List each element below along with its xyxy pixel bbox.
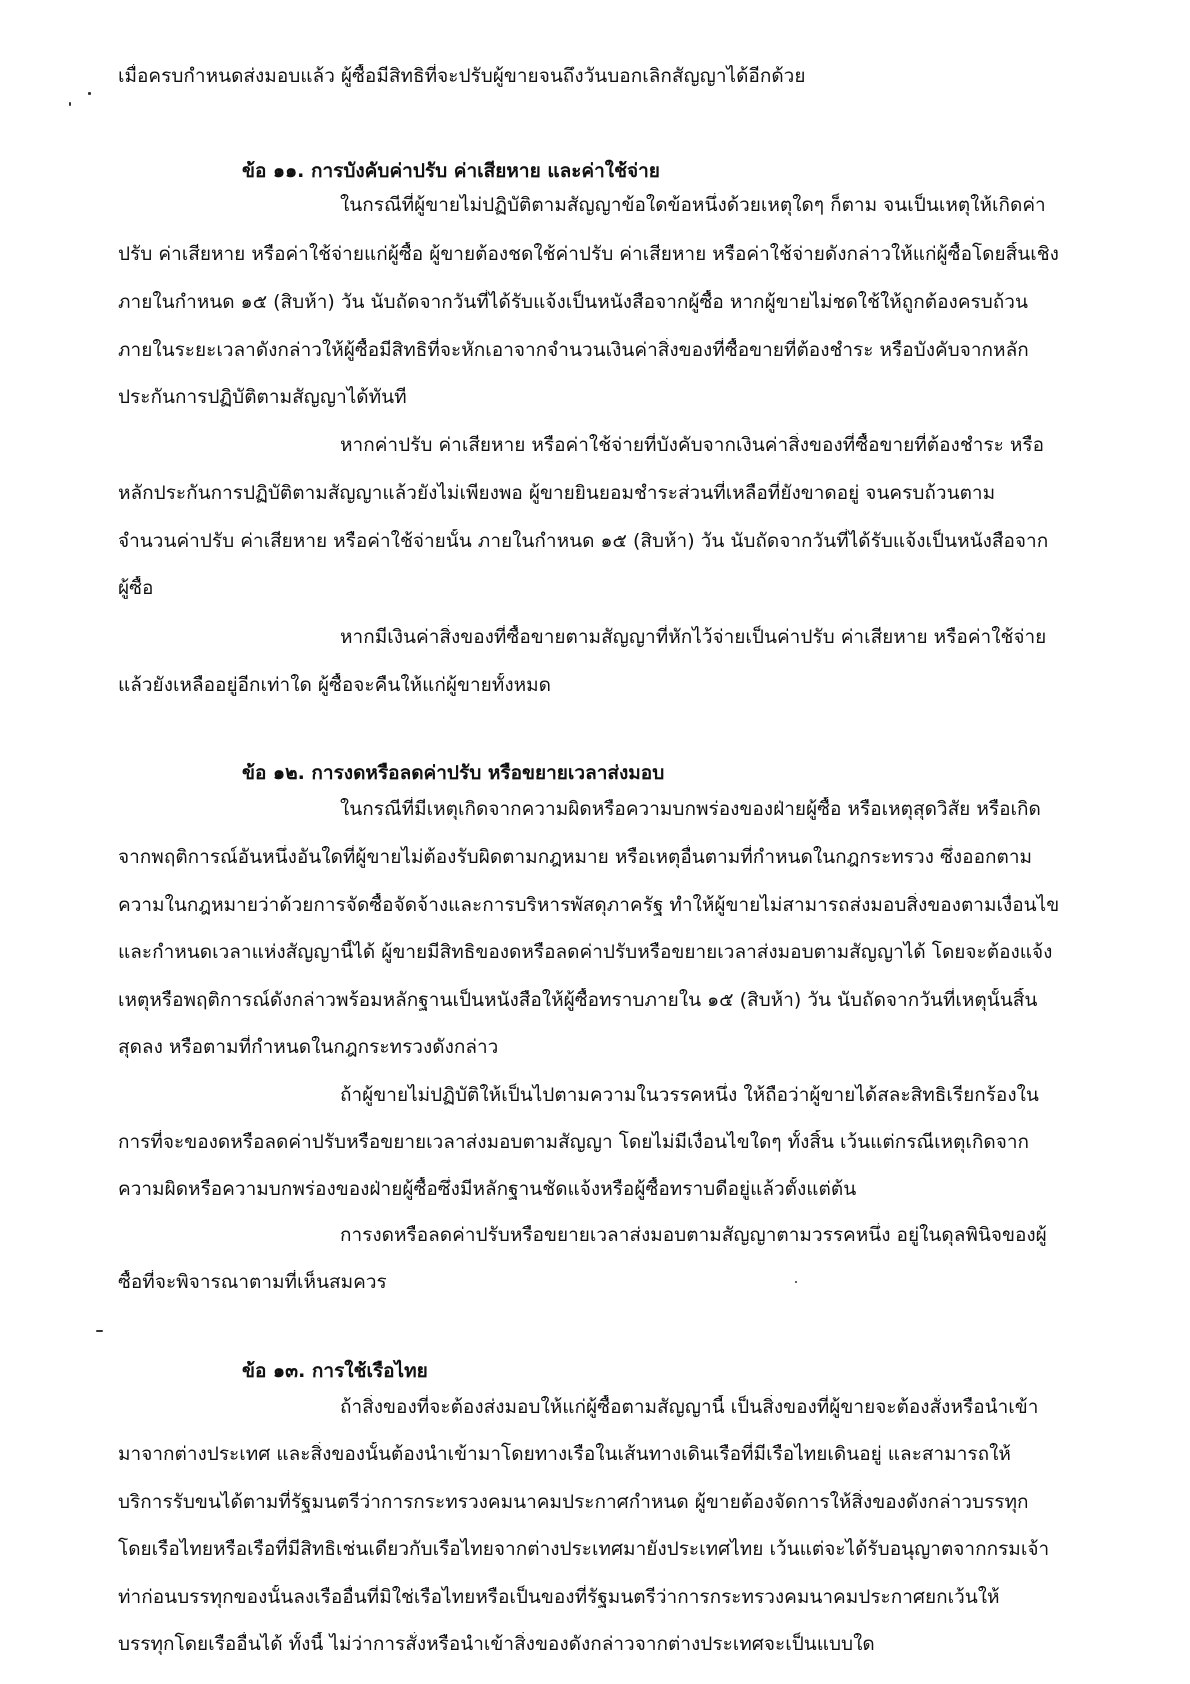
section-13-p1-line: บรรทุกโดยเรืออื่นได้ ทั้งนี้ ไม่ว่าการสั่งหรือนำเข้าสิ่งของดังกล่าวจากต่างประเทศจะเป็นแบบใด bbox=[118, 1633, 875, 1655]
scan-speck bbox=[96, 1330, 103, 1332]
section-11-p2-line: หลักประกันการปฏิบัติตามสัญญาแล้วยังไม่เพียงพอ ผู้ขายยินยอมชำระส่วนที่เหลือที่ยังขาดอยู่ จนครบถ้วนตาม bbox=[118, 482, 996, 504]
section-13-p1-line: บริการรับขนได้ตามที่รัฐมนตรีว่าการกระทรวงคมนาคมประกาศกำหนด ผู้ขายต้องจัดการให้สิ่งของดังกล่าวบรรทุก bbox=[118, 1491, 1029, 1513]
section-13-p1-line: มาจากต่างประเทศ และสิ่งของนั้นต้องนำเข้ามาโดยทางเรือในเส้นทางเดินเรือที่มีเรือไทยเดินอยู่ และสามารถให้ bbox=[118, 1443, 1011, 1465]
scan-speck bbox=[88, 92, 91, 95]
section-12-p3-line: การงดหรือลดค่าปรับหรือขยายเวลาส่งมอบตามสัญญาตามวรรคหนึ่ง อยู่ในดุลพินิจของผู้ bbox=[340, 1224, 1047, 1246]
section-11-p1-line: ภายในระยะเวลาดังกล่าวให้ผู้ซื้อมีสิทธิที่จะหักเอาจากจำนวนเงินค่าสิ่งของที่ซื้อขายที่ต้องชำระ หรือบังคับจากหลัก bbox=[118, 339, 1029, 361]
section-11-p2-line: จำนวนค่าปรับ ค่าเสียหาย หรือค่าใช้จ่ายนั้น ภายในกำหนด ๑๕ (สิบห้า) วัน นับถัดจากวันที่ได้รับแจ้งเป็นหนังสือจาก bbox=[118, 530, 1049, 552]
section-11-p2-line: ผู้ซื้อ bbox=[118, 577, 154, 599]
section-11-p2-line: หากค่าปรับ ค่าเสียหาย หรือค่าใช้จ่ายที่บังคับจากเงินค่าสิ่งของที่ซื้อขายที่ต้องชำระ หรือ bbox=[340, 434, 1044, 456]
opening-line: เมื่อครบกำหนดส่งมอบแล้ว ผู้ซื้อมีสิทธิที่จะปรับผู้ขายจนถึงวันบอกเลิกสัญญาได้อีกด้วย bbox=[118, 65, 806, 87]
section-12-p1-line: ในกรณีที่มีเหตุเกิดจากความผิดหรือความบกพร่องของฝ่ายผู้ซื้อ หรือเหตุสุดวิสัย หรือเกิด bbox=[340, 798, 1041, 820]
section-12-p1-line: เหตุหรือพฤติการณ์ดังกล่าวพร้อมหลักฐานเป็นหนังสือให้ผู้ซื้อทราบภายใน ๑๕ (สิบห้า) วัน นับถัดจากวันที่เหตุนั้นสิ้น bbox=[118, 989, 1038, 1011]
section-11-heading: ข้อ ๑๑. การบังคับค่าปรับ ค่าเสียหาย และค่าใช้จ่าย bbox=[242, 160, 660, 182]
section-11-p1-line: ในกรณีที่ผู้ขายไม่ปฏิบัติตามสัญญาข้อใดข้อหนึ่งด้วยเหตุใดๆ ก็ตาม จนเป็นเหตุให้เกิดค่า bbox=[340, 194, 1046, 216]
section-13-p1-line: ถ้าสิ่งของที่จะต้องส่งมอบให้แก่ผู้ซื้อตามสัญญานี้ เป็นสิ่งของที่ผู้ขายจะต้องสั่งหรือนำเข้า bbox=[340, 1396, 1039, 1418]
section-12-p1-line: และกำหนดเวลาแห่งสัญญานี้ได้ ผู้ขายมีสิทธิของดหรือลดค่าปรับหรือขยายเวลาส่งมอบตามสัญญาได้ โดยจะต้องแจ้ง bbox=[118, 941, 1053, 963]
section-13-p1-line: ท่าก่อนบรรทุกของนั้นลงเรืออื่นที่มิใช่เรือไทยหรือเป็นของที่รัฐมนตรีว่าการกระทรวงคมนาคมประกาศยกเว้นให้ bbox=[118, 1586, 1000, 1608]
section-11-p1-line: ปรับ ค่าเสียหาย หรือค่าใช้จ่ายแก่ผู้ซื้อ ผู้ขายต้องชดใช้ค่าปรับ ค่าเสียหาย หรือค่าใช้จ่ายดังกล่าวให้แก่ผู้ซื้อโดยสิ้นเชิง bbox=[118, 243, 1059, 265]
section-11-p1-line: ประกันการปฏิบัติตามสัญญาได้ทันที bbox=[118, 386, 407, 408]
section-11-p3-line: แล้วยังเหลืออยู่อีกเท่าใด ผู้ซื้อจะคืนให้แก่ผู้ขายทั้งหมด bbox=[118, 674, 551, 696]
section-13-heading: ข้อ ๑๓. การใช้เรือไทย bbox=[242, 1360, 428, 1382]
section-12-p1-line: ความในกฎหมายว่าด้วยการจัดซื้อจัดจ้างและการบริหารพัสดุภาครัฐ ทำให้ผู้ขายไม่สามารถส่งมอบสิ่งของตามเงื่อนไข bbox=[118, 894, 1060, 916]
section-12-p3-line: ซื้อที่จะพิจารณาตามที่เห็นสมควร bbox=[118, 1271, 387, 1293]
section-12-heading: ข้อ ๑๒. การงดหรือลดค่าปรับ หรือขยายเวลาส่งมอบ bbox=[242, 762, 665, 784]
section-11-p1-line: ภายในกำหนด ๑๕ (สิบห้า) วัน นับถัดจากวันที่ได้รับแจ้งเป็นหนังสือจากผู้ซื้อ หากผู้ขายไม่ชดใช้ให้ถูกต้องครบถ้วน bbox=[118, 291, 1028, 313]
section-12-p2-line: การที่จะของดหรือลดค่าปรับหรือขยายเวลาส่งมอบตามสัญญา โดยไม่มีเงื่อนไขใดๆ ทั้งสิ้น เว้นแต่กรณีเหตุเกิดจาก bbox=[118, 1131, 1030, 1153]
scan-speck bbox=[69, 102, 71, 106]
section-13-p1-line: โดยเรือไทยหรือเรือที่มีสิทธิเช่นเดียวกับเรือไทยจากต่างประเทศมายังประเทศไทย เว้นแต่จะได้รับอนุญาตจากกรมเจ้า bbox=[118, 1538, 1050, 1560]
section-12-p2-line: ถ้าผู้ขายไม่ปฏิบัติให้เป็นไปตามความในวรรคหนึ่ง ให้ถือว่าผู้ขายได้สละสิทธิเรียกร้องใน bbox=[340, 1084, 1039, 1106]
section-12-p1-line: จากพฤติการณ์อันหนึ่งอันใดที่ผู้ขายไม่ต้องรับผิดตามกฎหมาย หรือเหตุอื่นตามที่กำหนดในกฎกระทรวง ซึ่งออกตาม bbox=[118, 846, 1033, 868]
section-11-p3-line: หากมีเงินค่าสิ่งของที่ซื้อขายตามสัญญาที่หักไว้จ่ายเป็นค่าปรับ ค่าเสียหาย หรือค่าใช้จ่าย bbox=[340, 626, 1047, 648]
section-12-p1-line: สุดลง หรือตามที่กำหนดในกฎกระทรวงดังกล่าว bbox=[118, 1036, 499, 1058]
section-12-p2-line: ความผิดหรือความบกพร่องของฝ่ายผู้ซื้อซึ่งมีหลักฐานชัดแจ้งหรือผู้ซื้อทราบดีอยู่แล้วตั้งแต่ต้น bbox=[118, 1178, 857, 1200]
